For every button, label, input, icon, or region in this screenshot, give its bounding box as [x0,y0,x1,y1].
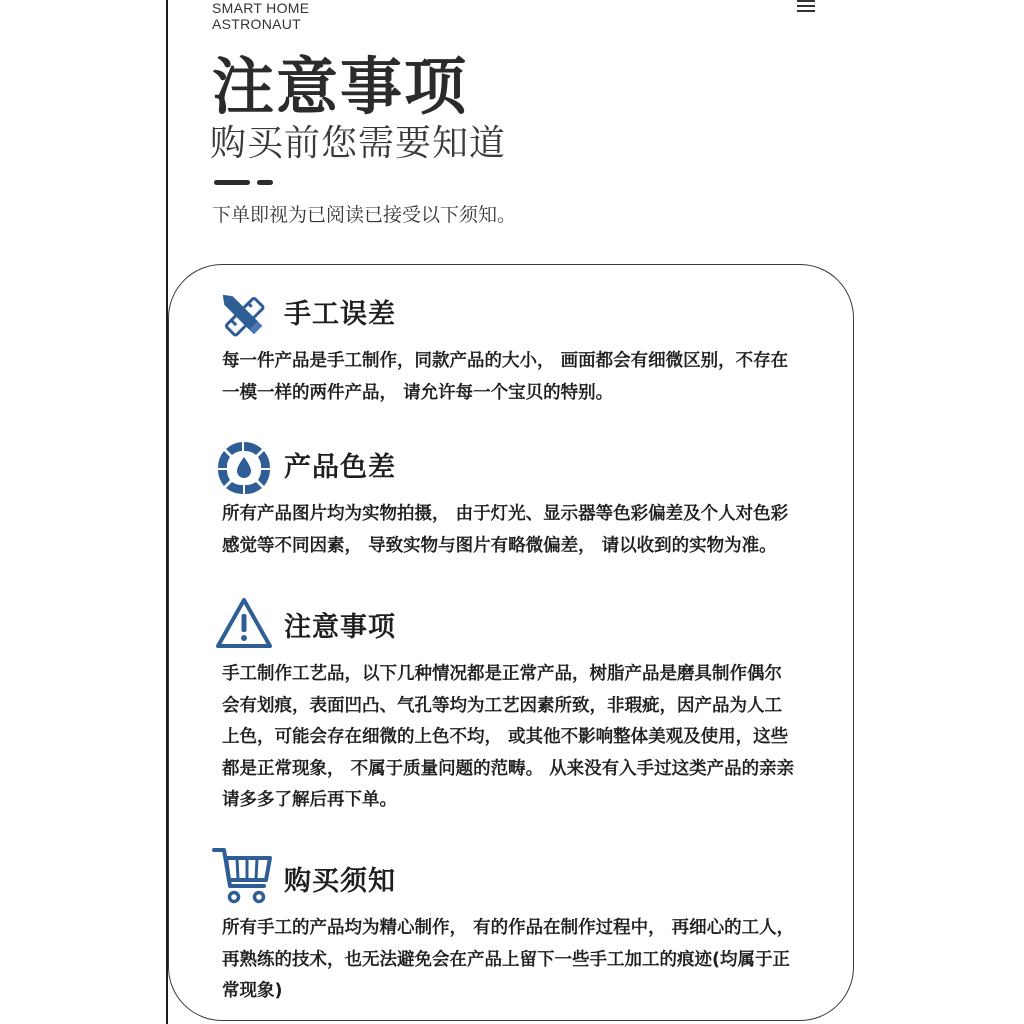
brand-line-2: ASTRONAUT [212,16,302,32]
warning-triangle-icon [214,596,274,656]
color-drop-icon [214,438,274,498]
body-line: 会有划痕，表面凹凸、气孔等均为工艺因素所致，非瑕疵，因产品为人工 [222,695,782,716]
intro-text: 下单即视为已阅读已接受以下须知。 [212,204,517,226]
body-line: 所有产品图片均为实物拍摄， 由于灯光、显示器等色彩偏差及个人对色彩 [222,504,789,524]
body-line: 常现象) [222,981,283,1001]
body-line: 上色，可能会存在细微的上色不均， 或其他不影响整体美观及使用，这些 [222,727,789,747]
body-line: 都是正常现象， 不属于质量问题的范畴。 从来没有入手过这类产品的亲亲 [222,758,795,779]
body-line: 再熟练的技术，也无法避免会在产品上留下一些手工加工的痕迹(均属于正 [222,949,790,970]
divider-dash-long [214,180,250,185]
section-body-precautions [222,659,822,817]
divider-dash-short [257,180,273,185]
pencil-ruler-icon [214,286,274,346]
section-body-color-difference [222,499,822,562]
body-line: 一模一样的两件产品， 请允许每一个宝贝的特别。 [222,382,614,403]
body-line: 请多多了解后再下单。 [222,790,397,810]
page-title: 注意事项 [212,50,469,123]
section-body-handmade-error [222,346,822,409]
section-heading-handmade-error: 手工误差 [284,299,396,330]
section-body-purchase-notice [222,913,822,1008]
section-heading-precautions: 注意事项 [284,612,396,643]
brand-logo-text [212,0,309,32]
body-line: 所有手工的产品均为精心制作， 有的作品在制作过程中， 再细心的工人， [222,918,795,938]
body-line: 感觉等不同因素， 导致实物与图片有略微偏差， 请以收到的实物为准。 [222,535,777,556]
shopping-cart-icon [212,846,272,906]
body-line: 手工制作工艺品，以下几种情况都是正常产品，树脂产品是磨具制作偶尔 [222,664,782,684]
body-line: 每一件产品是手工制作，同款产品的大小， 画面都会有细微区别，不存在 [222,351,789,371]
hamburger-menu-icon[interactable] [797,0,815,14]
brand-line-1: SMART HOME [212,0,310,16]
section-heading-purchase-notice: 购买须知 [284,866,396,897]
section-heading-color-difference: 产品色差 [284,452,396,483]
page-subtitle: 购买前您需要知道 [210,123,507,164]
